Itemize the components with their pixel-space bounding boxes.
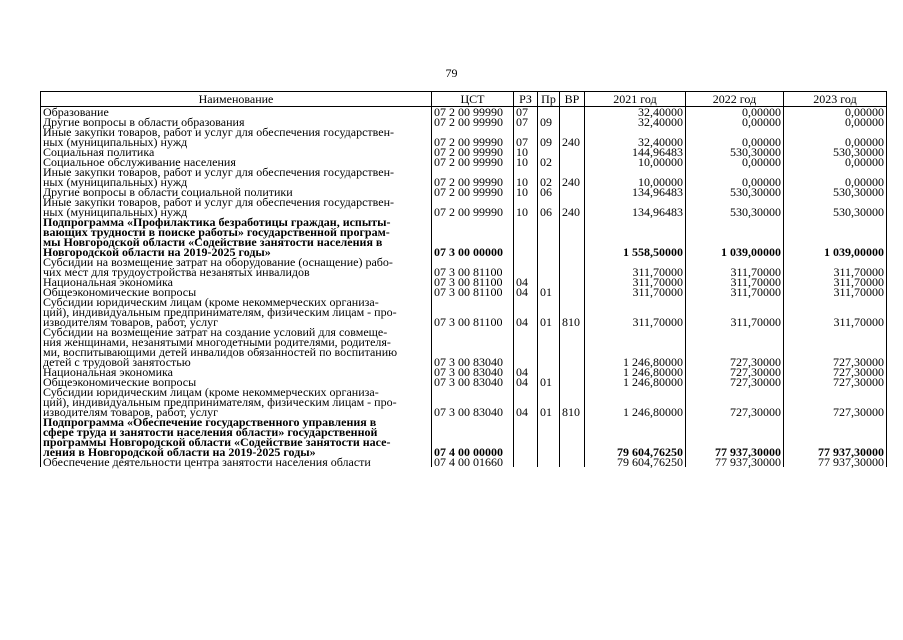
- rz-cell: 10: [514, 157, 538, 167]
- table-row: [41, 327, 887, 367]
- table-row: [41, 257, 887, 277]
- header-2022: 2022 год: [686, 92, 784, 107]
- name-cell: Подпрограмма «Обеспечение государственного управления в сфере труда и занятости населения области» государственной программы Новгородской области «Содействие занятости насе- ления в Новгородской области на 2019-2025 годы»: [41, 417, 432, 457]
- value-2023-cell: 1 039,00000: [784, 217, 887, 257]
- value-2023-cell: 77 937,30000: [784, 417, 887, 457]
- vr-cell: [560, 417, 585, 457]
- rz-cell: [514, 257, 538, 277]
- vr-cell: 810: [560, 297, 585, 327]
- value-2021-cell: 1 246,80000: [585, 377, 686, 387]
- cst-cell: 07 2 00 99990: [432, 197, 514, 217]
- table-body: [41, 107, 887, 468]
- value-2021-cell: 32,40000: [585, 117, 686, 127]
- value-2022-cell: 311,70000: [686, 287, 784, 297]
- value-2023-cell: 727,30000: [784, 377, 887, 387]
- budget-table: [40, 91, 887, 467]
- rz-cell: 04: [514, 377, 538, 387]
- rz-cell: 07: [514, 117, 538, 127]
- rz-cell: 04: [514, 387, 538, 417]
- vr-cell: [560, 457, 585, 467]
- header-vr: ВР: [560, 92, 585, 107]
- vr-cell: 240: [560, 127, 585, 147]
- name-cell: Подпрограмма «Профилактика безработицы граждан, испыты- вающих трудности в поиске работы» государственной програм- мы Новгородской области «Содействие занятости населения в Новгородской области на 2019-2025 годы»: [41, 217, 432, 257]
- value-2022-cell: 530,30000: [686, 147, 784, 157]
- header-2021: 2021 год: [585, 92, 686, 107]
- value-2021-cell: 311,70000: [585, 287, 686, 297]
- vr-cell: [560, 367, 585, 377]
- name-cell: Образование: [41, 107, 432, 118]
- value-2021-cell: 79 604,76250: [585, 417, 686, 457]
- cst-cell: 07 4 00 00000: [432, 417, 514, 457]
- header-cst: ЦСТ: [432, 92, 514, 107]
- rz-cell: 04: [514, 367, 538, 377]
- pr-cell: 02: [538, 157, 560, 167]
- cst-cell: 07 2 00 99990: [432, 107, 514, 118]
- cst-cell: 07 2 00 99990: [432, 127, 514, 147]
- rz-cell: [514, 327, 538, 367]
- rz-cell: 10: [514, 147, 538, 157]
- pr-cell: 06: [538, 187, 560, 197]
- value-2023-cell: 0,00000: [784, 157, 887, 167]
- value-2022-cell: 311,70000: [686, 297, 784, 327]
- cst-cell: 07 3 00 81100: [432, 277, 514, 287]
- name-cell: Национальная экономика: [41, 277, 432, 287]
- rz-cell: [514, 457, 538, 467]
- pr-cell: [538, 257, 560, 277]
- pr-cell: [538, 417, 560, 457]
- value-2022-cell: 1 039,00000: [686, 217, 784, 257]
- value-2021-cell: 32,40000: [585, 107, 686, 118]
- name-cell: Субсидии на возмещение затрат на оборудование (оснащение) рабо- чих мест для трудоустройства незанятых инвалидов: [41, 257, 432, 277]
- rz-cell: 04: [514, 277, 538, 287]
- value-2023-cell: 0,00000: [784, 107, 887, 118]
- cst-cell: 07 4 00 01660: [432, 457, 514, 467]
- vr-cell: [560, 107, 585, 118]
- value-2021-cell: 311,70000: [585, 297, 686, 327]
- value-2022-cell: 530,30000: [686, 197, 784, 217]
- name-cell: Субсидии юридическим лицам (кроме некоммерческих организа- ций), индивидуальным предпринимателям, физическим лицам - про- изводителям товаров, работ, услуг: [41, 387, 432, 417]
- table-row: [41, 217, 887, 257]
- value-2023-cell: 727,30000: [784, 387, 887, 417]
- name-cell: Общеэкономические вопросы: [41, 287, 432, 297]
- value-2023-cell: 530,30000: [784, 197, 887, 217]
- value-2021-cell: 311,70000: [585, 257, 686, 277]
- value-2022-cell: 0,00000: [686, 167, 784, 187]
- value-2022-cell: 0,00000: [686, 107, 784, 118]
- name-cell: Субсидии юридическим лицам (кроме некоммерческих организа- ций), индивидуальным предпринимателям, физическим лицам - про- изводителям товаров, работ, услуг: [41, 297, 432, 327]
- cst-cell: 07 3 00 81100: [432, 297, 514, 327]
- value-2022-cell: 0,00000: [686, 117, 784, 127]
- pr-cell: 01: [538, 287, 560, 297]
- rz-cell: 04: [514, 297, 538, 327]
- table-row: [41, 167, 887, 187]
- value-2022-cell: 311,70000: [686, 257, 784, 277]
- vr-cell: 810: [560, 387, 585, 417]
- value-2023-cell: 530,30000: [784, 147, 887, 157]
- pr-cell: 09: [538, 117, 560, 127]
- value-2023-cell: 0,00000: [784, 127, 887, 147]
- vr-cell: [560, 377, 585, 387]
- pr-cell: 09: [538, 127, 560, 147]
- value-2021-cell: 32,40000: [585, 127, 686, 147]
- value-2021-cell: 311,70000: [585, 277, 686, 287]
- value-2021-cell: 1 246,80000: [585, 387, 686, 417]
- vr-cell: [560, 157, 585, 167]
- name-cell: Социальное обслуживание населения: [41, 157, 432, 167]
- value-2021-cell: 10,00000: [585, 167, 686, 187]
- value-2023-cell: 727,30000: [784, 327, 887, 367]
- rz-cell: 04: [514, 287, 538, 297]
- cst-cell: 07 2 00 99990: [432, 117, 514, 127]
- value-2023-cell: 0,00000: [784, 117, 887, 127]
- cst-cell: 07 3 00 81100: [432, 257, 514, 277]
- name-cell: Другие вопросы в области социальной политики: [41, 187, 432, 197]
- header-name: Наименование: [41, 92, 432, 107]
- cst-cell: 07 3 00 83040: [432, 327, 514, 367]
- name-cell: Национальная экономика: [41, 367, 432, 377]
- vr-cell: [560, 217, 585, 257]
- pr-cell: 01: [538, 297, 560, 327]
- rz-cell: 07: [514, 107, 538, 118]
- value-2023-cell: 530,30000: [784, 187, 887, 197]
- rz-cell: 10: [514, 187, 538, 197]
- value-2022-cell: 727,30000: [686, 377, 784, 387]
- value-2023-cell: 0,00000: [784, 167, 887, 187]
- cst-cell: 07 2 00 99990: [432, 147, 514, 157]
- table-row: [41, 417, 887, 457]
- value-2022-cell: 0,00000: [686, 127, 784, 147]
- vr-cell: 240: [560, 197, 585, 217]
- value-2021-cell: 144,96483: [585, 147, 686, 157]
- pr-cell: 01: [538, 387, 560, 417]
- rz-cell: 10: [514, 167, 538, 187]
- value-2022-cell: 727,30000: [686, 387, 784, 417]
- value-2021-cell: 134,96483: [585, 187, 686, 197]
- value-2023-cell: 727,30000: [784, 367, 887, 377]
- value-2021-cell: 1 246,80000: [585, 367, 686, 377]
- value-2021-cell: 1 558,50000: [585, 217, 686, 257]
- table-row: [41, 127, 887, 147]
- header-pr: Пр: [538, 92, 560, 107]
- name-cell: Иные закупки товаров, работ и услуг для обеспечения государствен- ных (муниципальных) нужд: [41, 127, 432, 147]
- value-2022-cell: 77 937,30000: [686, 457, 784, 467]
- cst-cell: 07 3 00 83040: [432, 367, 514, 377]
- rz-cell: [514, 217, 538, 257]
- name-cell: Обеспечение деятельности центра занятости населения области: [41, 457, 432, 467]
- pr-cell: 02: [538, 167, 560, 187]
- table-row: [41, 197, 887, 217]
- cst-cell: 07 2 00 99990: [432, 187, 514, 197]
- cst-cell: 07 2 00 99990: [432, 167, 514, 187]
- rz-cell: [514, 417, 538, 457]
- value-2023-cell: 311,70000: [784, 297, 887, 327]
- value-2022-cell: 311,70000: [686, 277, 784, 287]
- pr-cell: [538, 457, 560, 467]
- header-2023: 2023 год: [784, 92, 887, 107]
- vr-cell: [560, 117, 585, 127]
- cst-cell: 07 3 00 83040: [432, 387, 514, 417]
- value-2021-cell: 79 604,76250: [585, 457, 686, 467]
- value-2023-cell: 77 937,30000: [784, 457, 887, 467]
- pr-cell: [538, 327, 560, 367]
- name-cell: Иные закупки товаров, работ и услуг для обеспечения государствен- ных (муниципальных) нужд: [41, 167, 432, 187]
- pr-cell: 01: [538, 377, 560, 387]
- vr-cell: [560, 277, 585, 287]
- vr-cell: [560, 327, 585, 367]
- value-2022-cell: 77 937,30000: [686, 417, 784, 457]
- value-2021-cell: 10,00000: [585, 157, 686, 167]
- name-cell: Субсидии на возмещение затрат на создание условий для совмеще- ния женщинами, незанятыми многодетными родителями, родителя- ми, воспитывающими детей инвалидов обязанностей по воспитанию детей с трудовой занятостью: [41, 327, 432, 367]
- value-2022-cell: 530,30000: [686, 187, 784, 197]
- name-cell: Общеэкономические вопросы: [41, 377, 432, 387]
- table-row: [41, 457, 887, 467]
- cst-cell: 07 2 00 99990: [432, 157, 514, 167]
- cst-cell: 07 3 00 00000: [432, 217, 514, 257]
- cst-cell: 07 3 00 81100: [432, 287, 514, 297]
- header-rz: РЗ: [514, 92, 538, 107]
- value-2023-cell: 311,70000: [784, 257, 887, 277]
- value-2022-cell: 0,00000: [686, 157, 784, 167]
- value-2021-cell: 134,96483: [585, 197, 686, 217]
- pr-cell: 06: [538, 197, 560, 217]
- vr-cell: [560, 287, 585, 297]
- name-cell: Социальная политика: [41, 147, 432, 157]
- value-2023-cell: 311,70000: [784, 277, 887, 287]
- value-2023-cell: 311,70000: [784, 287, 887, 297]
- value-2022-cell: 727,30000: [686, 327, 784, 367]
- table-row: [41, 387, 887, 417]
- value-2022-cell: 727,30000: [686, 367, 784, 377]
- rz-cell: 07: [514, 127, 538, 147]
- vr-cell: 240: [560, 167, 585, 187]
- cst-cell: 07 3 00 83040: [432, 377, 514, 387]
- name-cell: Другие вопросы в области образования: [41, 117, 432, 127]
- rz-cell: 10: [514, 197, 538, 217]
- value-2021-cell: 1 246,80000: [585, 327, 686, 367]
- table-row: [41, 297, 887, 327]
- pr-cell: [538, 217, 560, 257]
- vr-cell: [560, 257, 585, 277]
- page-number: 79: [445, 66, 458, 80]
- name-cell: Иные закупки товаров, работ и услуг для обеспечения государствен- ных (муниципальных) нужд: [41, 197, 432, 217]
